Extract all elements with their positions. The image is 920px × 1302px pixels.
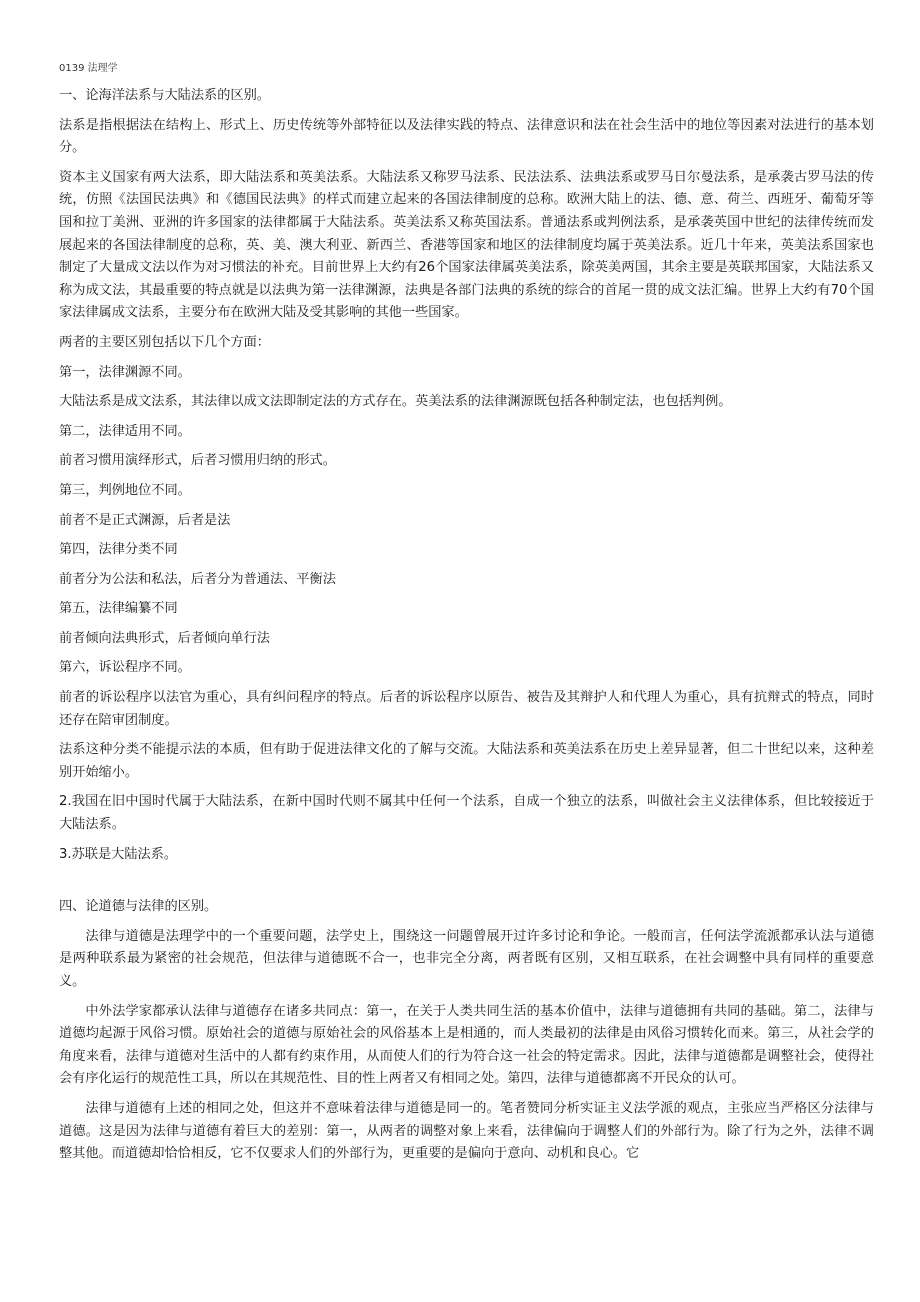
paragraph: 3.苏联是大陆法系。 (59, 846, 178, 862)
paragraph: 前者倾向法典形式，后者倾向单行法 (59, 630, 270, 646)
paragraph: 法系这种分类不能提示法的本质，但有助于促进法律文化的了解与交流。大陆法系和英美法系在历史上差异显著，但二十世纪以来，这种差别开始缩小。 (59, 742, 874, 780)
paragraph: 前者不是正式渊源，后者是法 (59, 512, 231, 528)
document-page (59, 62, 874, 1173)
paragraph: 前者习惯用演绎形式，后者习惯用归纳的形式。 (59, 453, 336, 469)
paragraph: 第四，法律分类不同 (59, 542, 178, 558)
paragraph: 资本主义国家有两大法系，即大陆法系和英美法系。大陆法系又称罗马法系、民法法系、法典法系或罗马日尔曼法系，是承袭古罗马法的传统，仿照《法国民法典》和《德国民法典》的样式而建立起来的各国法律制度的总称。欧洲大陆上的法、德、意、荷兰、西班牙、葡萄牙等国和拉丁美洲、亚洲的许多国家的法律都属于大陆法系。英美法系又称英国法系。普通法系或判例法系，是承袭英国中世纪的法律传统而发展起来的各国法律制度的总称，英、美、澳大利亚、新西兰、香港等国家和地区的法律制度均属于英美法系。近几十年来，英美法系国家也制定了大量成文法以作为对习惯法的补充。目前世界上大约有26个国家法律属英美法系，除英美两国，其余主要是英联邦国家，大陆法系又称为成文法，其最重要的特点就是以法典为第一法律渊源，法典是各部门法典的系统的综合的首尾一贯的成文法汇编。世界上大约有70个国家法律属成文法系，主要分布在欧洲大陆及受其影响的其他一些国家。 (59, 169, 874, 321)
paragraph: 第五，法律编纂不同 (59, 601, 178, 617)
paragraph: 前者的诉讼程序以法官为重心，具有纠问程序的特点。后者的诉讼程序以原告、被告及其辩护人和代理人为重心，具有抗辩式的特点，同时还存在陪审团制度。 (59, 690, 874, 728)
section-title: 一、论海洋法系与大陆法系的区别。 (59, 88, 270, 103)
paragraph: 2.我国在旧中国时代属于大陆法系，在新中国时代则不属其中任何一个法系，自成一个独立的法系，叫做社会主义法律体系，但比较接近于大陆法系。 (59, 794, 874, 833)
document-header: 0139 法理学 (59, 63, 118, 74)
section-title: 四、论道德与法律的区别。 (59, 899, 218, 915)
paragraph: 第三，判例地位不同。 (59, 482, 191, 498)
paragraph: 大陆法系是成文法系，其法律以成文法即制定法的方式存在。英美法系的法律渊源既包括各种制定法，也包括判例。 (59, 394, 732, 410)
paragraph: 两者的主要区别包括以下几个方面： (59, 334, 270, 350)
paragraph: 前者分为公法和私法，后者分为普通法、平衡法 (59, 571, 336, 587)
paragraph: 法系是指根据法在结构上、形式上、历史传统等外部特征以及法律实践的特点、法律意识和法在社会生活中的地位等因素对法进行的基本划分。 (59, 117, 874, 156)
paragraph: 法律与道德是法理学中的一个重要问题，法学史上，围绕这一问题曾展开过许多讨论和争论。一般而言，任何法学流派都承认法与道德是两种联系最为紧密的社会规范，但法律与道德既不合一，也非完全分离，两者既有区别，又相互联系，在社会调整中具有同样的重要意义。 (59, 928, 874, 989)
paragraph: 中外法学家都承认法律与道德存在诸多共同点：第一，在关于人类共同生活的基本价值中，法律与道德拥有共同的基础。第二，法律与道德均起源于风俗习惯。原始社会的道德与原始社会的风俗基本上是相通的，而人类最初的法律是由风俗习惯转化而来。第三，从社会学的角度来看，法律与道德对生活中的人都有约束作用，从而使人们的行为符合这一社会的特定需求。因此，法律与道德都是调整社会，使得社会有序化运行的规范性工具，所以在其规范性、目的性上两者又有相同之处。第四，法律与道德都离不开民众的认可。 (59, 1003, 874, 1087)
paragraph: 法律与道德有上述的相同之处，但这并不意味着法律与道德是同一的。笔者赞同分析实证主义法学派的观点，主张应当严格区分法律与道德。这是因为法律与道德有着巨大的差别：第一，从两者的调整对象上来看，法律偏向于调整人们的外部行为。除了行为之外，法律不调整其他。而道德却恰恰相反，它不仅要求人们的外部行为，更重要的是偏向于意向、动机和良心。它 (59, 1100, 874, 1162)
paragraph: 第二，法律适用不同。 (59, 423, 191, 439)
section-spacer (59, 873, 874, 896)
paragraph: 第六，诉讼程序不同。 (59, 660, 191, 676)
paragraph: 第一，法律渊源不同。 (59, 364, 191, 380)
